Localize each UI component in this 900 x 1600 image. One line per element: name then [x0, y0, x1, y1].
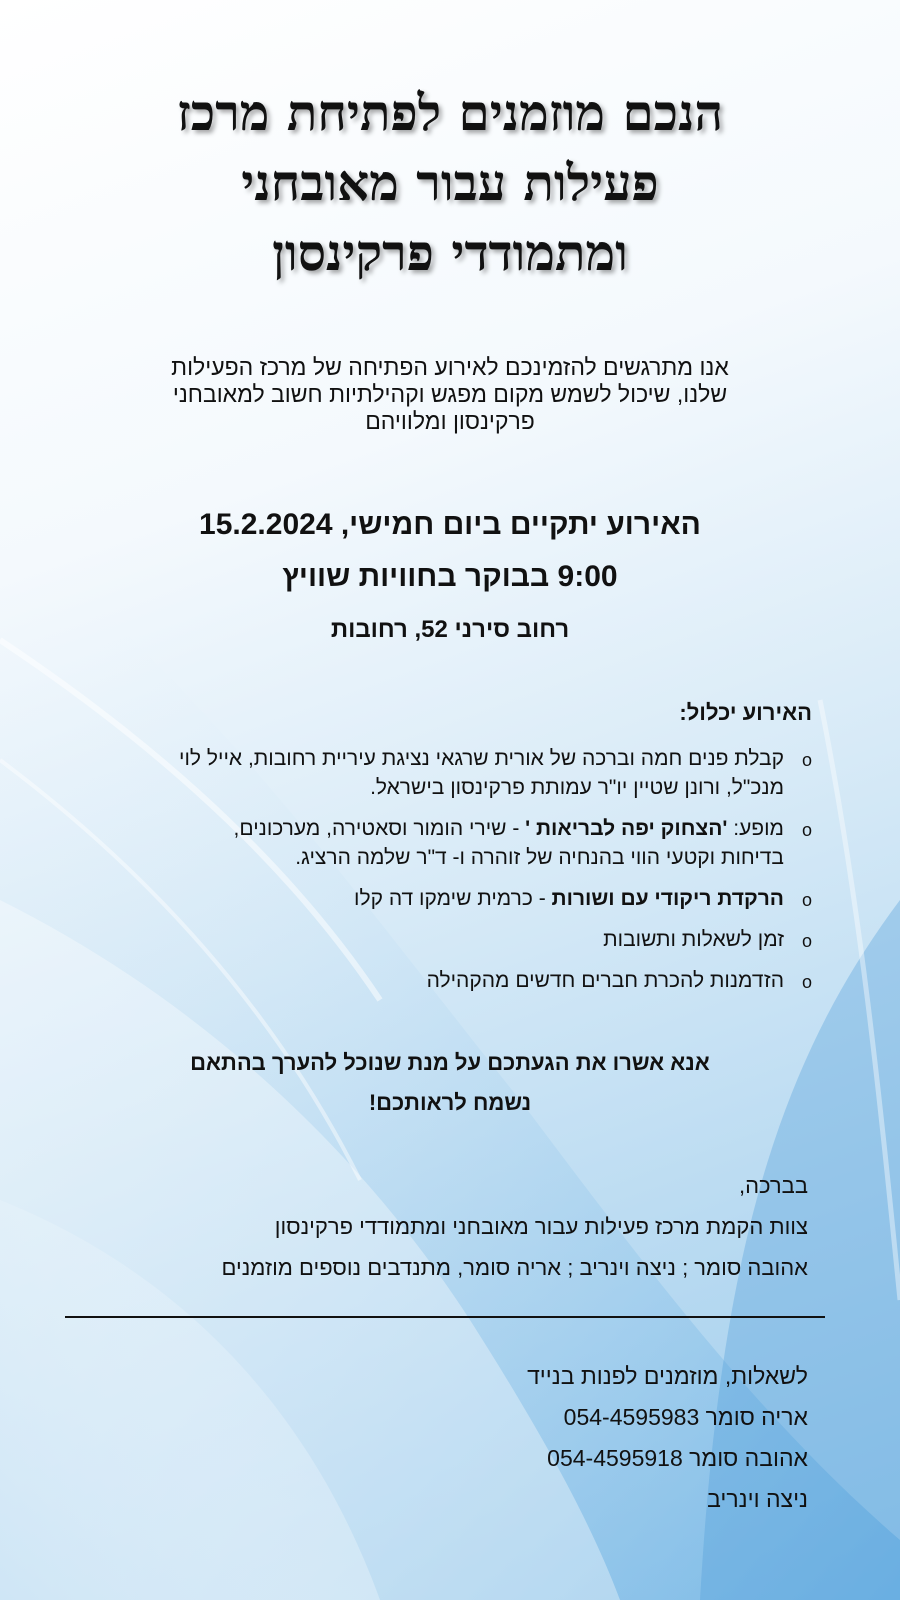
- title-line: פעילות עבור מאובחני: [241, 153, 659, 212]
- title-line: הנכם מוזמנים לפתיחת מרכז: [176, 83, 724, 142]
- agenda-item-rest: - כרמית שימקו דה קלו: [354, 887, 552, 910]
- agenda-heading: האירוע יכלול:: [679, 700, 812, 725]
- agenda-item: [72, 925, 812, 954]
- contact-entry: ניצה וינריב: [707, 1486, 808, 1512]
- contact-entry: אהובה סומר 054-4595918: [547, 1445, 808, 1471]
- bullet-circle-icon: o: [801, 750, 812, 770]
- agenda-item-prefix: מופע:: [727, 817, 784, 840]
- bullet-circle-icon: o: [801, 931, 812, 951]
- bullet-circle-icon: o: [801, 820, 812, 840]
- bullet-circle-icon: o: [801, 890, 812, 910]
- rsvp-request: [80, 1043, 820, 1123]
- contact-entry: אריה סומר 054-4595983: [563, 1404, 808, 1430]
- agenda-item-rest: - שירי הומור וסאטירה, מערכונים,: [233, 817, 526, 840]
- agenda-item-line: [72, 814, 784, 843]
- agenda-item: [72, 884, 812, 913]
- intro-paragraph: [80, 354, 820, 435]
- contact-block: [88, 1356, 808, 1520]
- agenda-item-bold: הרקדת ריקודי עם ושורות: [551, 887, 784, 910]
- agenda-item-line: [72, 884, 784, 913]
- intro-line: אנו מתרגשים להזמינכם לאירוע הפתיחה של מרכז הפעילות: [171, 354, 729, 380]
- agenda-item-line: קבלת פנים חמה וברכה של אורית שרגאי נציגת עיריית רחובות, אייל לוי: [179, 747, 784, 770]
- rsvp-line: נשמח לראותכם!: [368, 1090, 532, 1115]
- event-time-venue: 9:00 בבוקר בחוויות שוויץ: [282, 560, 618, 593]
- signature-team: צוות הקמת מרכז פעילות עבור מאובחני ומתמודדי פרקינסון: [274, 1214, 808, 1239]
- divider-line: [65, 1316, 825, 1318]
- contact-intro: לשאלות, מוזמנים לפנות בנייד: [527, 1363, 808, 1389]
- agenda-item: [72, 966, 812, 995]
- agenda-item: [72, 744, 812, 802]
- agenda-list: [72, 744, 812, 1007]
- title-line: ומתמודדי פרקינסון: [272, 223, 628, 282]
- signature-names: אהובה סומר ; ניצה וינריב ; אריה סומר, מתנדבים נוספים מוזמנים: [221, 1255, 808, 1280]
- event-address: רחוב סירני 52, רחובות: [330, 616, 570, 643]
- agenda-item-line: בדיחות וקטעי הווי בהנחיה של זוהרה ו- ד"ר שלמה הרציג.: [295, 846, 784, 869]
- agenda-item-bold: 'הצחוק יפה לבריאות ': [525, 817, 728, 840]
- bullet-circle-icon: o: [801, 972, 812, 992]
- signature-block: [88, 1165, 808, 1288]
- event-date: האירוע יתקיים ביום חמישי, 15.2.2024: [199, 508, 701, 541]
- agenda-item-line: מנכ"ל, ורונן שטיין יו"ר עמותת פרקינסון בישראל.: [370, 776, 784, 799]
- rsvp-line: אנא אשרו את הגעתכם על מנת שנוכל להערך בהתאם: [190, 1050, 710, 1075]
- intro-line: פרקינסון ומלוויהם: [365, 408, 535, 434]
- intro-line: שלנו, שיכול לשמש מקום מפגש וקהילתיות חשוב למאובחני: [172, 381, 728, 407]
- signature-greeting: בברכה,: [738, 1173, 808, 1198]
- agenda-item-line: הזדמנות להכרת חברים חדשים מהקהילה: [426, 969, 784, 992]
- agenda-item: [72, 814, 812, 872]
- invitation-title: [60, 78, 840, 288]
- agenda-item-line: זמן לשאלות ותשובות: [603, 928, 784, 951]
